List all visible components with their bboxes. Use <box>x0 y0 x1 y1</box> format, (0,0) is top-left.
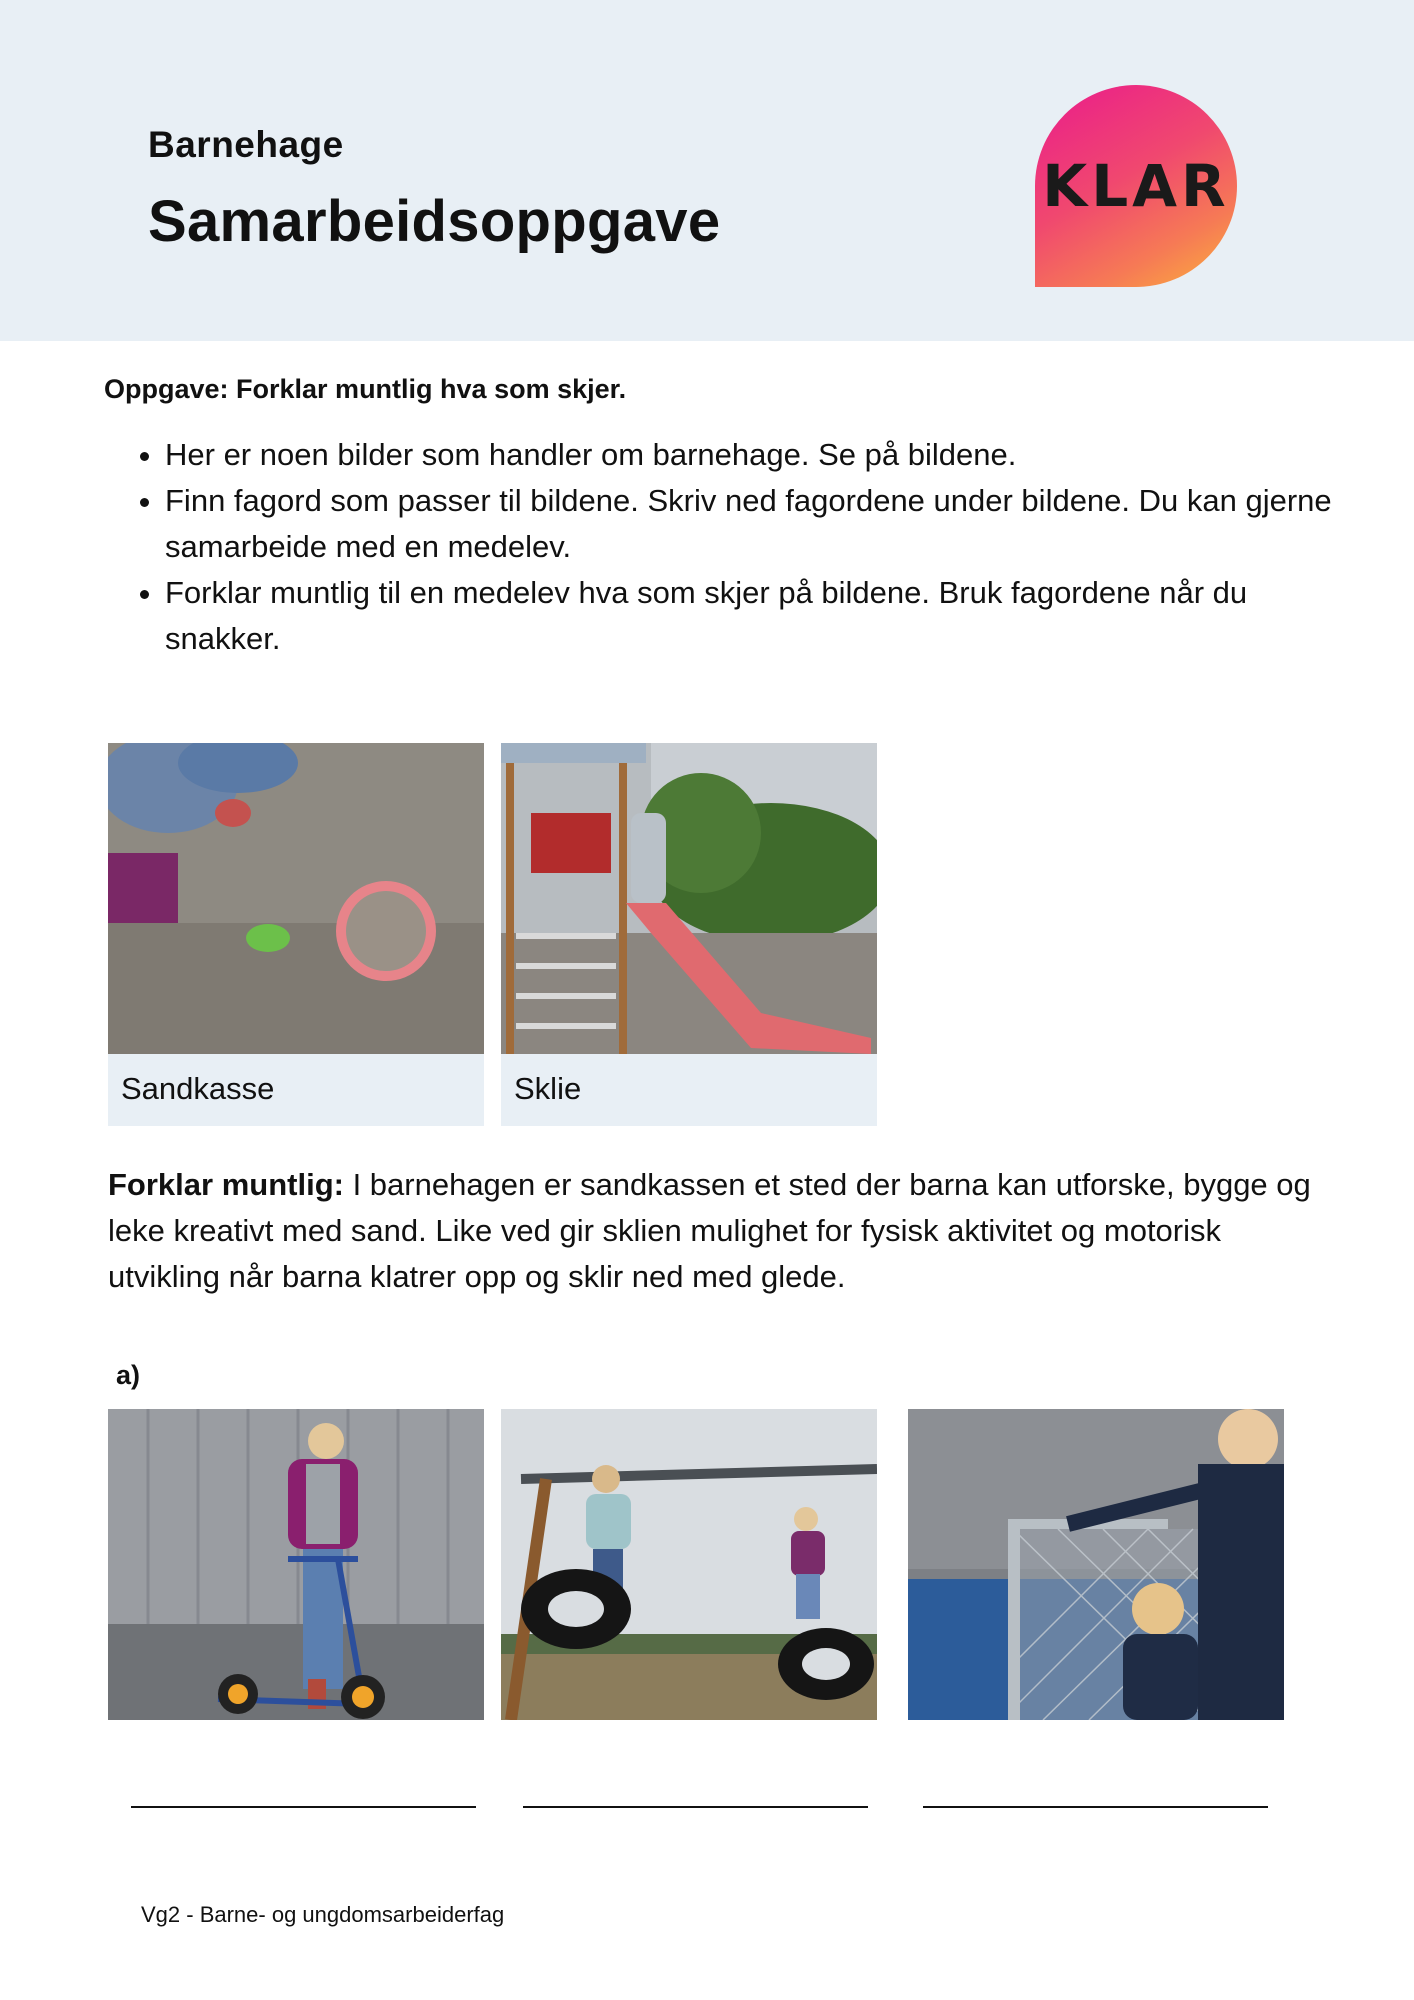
instruction-item: • Finn fagord som passer til bildene. Skriv ned fagordene under bildene. Du kan gjerne samarbeide med en medelev. <box>165 478 1345 570</box>
explanation-label: Forklar muntlig: <box>108 1167 344 1202</box>
caption-box <box>501 1054 877 1126</box>
subject-label: Barnehage <box>148 124 344 165</box>
sandbox-photo <box>108 743 484 1054</box>
answer-line[interactable] <box>131 1806 476 1808</box>
task-heading: Oppgave: Forklar muntlig hva som skjer. <box>104 374 627 404</box>
caption-sklie: Sklie <box>514 1071 582 1106</box>
scooter-photo <box>108 1409 484 1720</box>
logo-text: KLAR <box>1042 152 1230 220</box>
answer-line[interactable] <box>523 1806 868 1808</box>
instruction-item: • Her er noen bilder som handler om barnehage. Se på bildene. <box>165 432 1345 478</box>
task-instructions <box>137 432 1345 662</box>
slide-photo <box>501 743 877 1054</box>
exercise-label: a) <box>116 1360 141 1390</box>
footer-course: Vg2 - Barne- og ungdomsarbeiderfag <box>141 1902 505 1927</box>
explanation-text: I barnehagen er sandkassen et sted der barna kan utforske, bygge og leke kreativt med sand. Like ved gir sklien mulighet for fysisk aktivitet og motorisk utvikling når barna klatrer opp og sklir ned med glede. <box>108 1167 1311 1294</box>
explanation-paragraph <box>108 1162 1328 1300</box>
tire-swing-photo <box>501 1409 877 1720</box>
answer-line[interactable] <box>923 1806 1268 1808</box>
page-title: Samarbeidsoppgave <box>148 189 721 254</box>
gate-photo <box>908 1409 1284 1720</box>
caption-sandkasse: Sandkasse <box>121 1071 275 1106</box>
instruction-item: • Forklar muntlig til en medelev hva som skjer på bildene. Bruk fagordene når du snakker. <box>165 570 1345 662</box>
caption-box <box>108 1054 484 1126</box>
klar-logo-icon <box>1035 85 1237 287</box>
header-banner <box>0 0 1414 341</box>
